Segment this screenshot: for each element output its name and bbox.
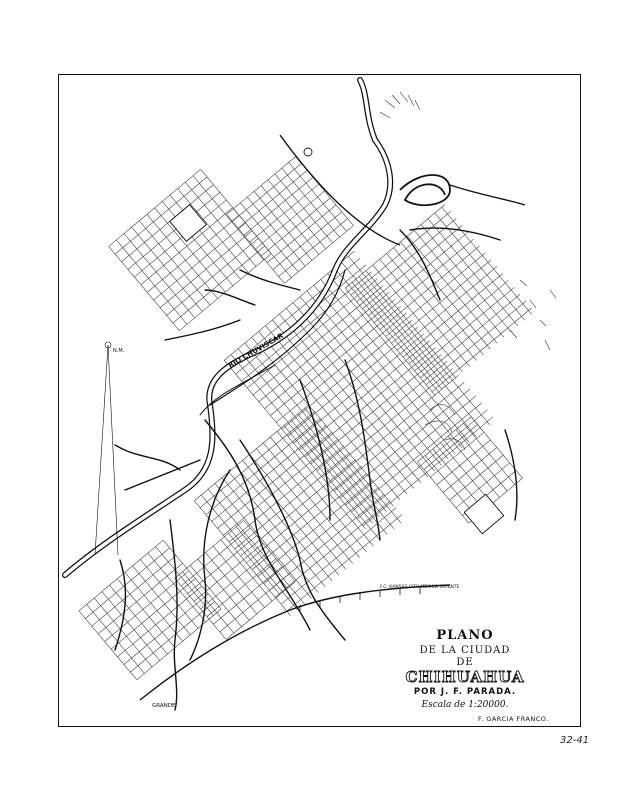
title-plano: PLANO [436, 628, 494, 643]
north-arrow-label: N.M. [113, 348, 125, 354]
catalog-number: 32-41 [560, 735, 590, 746]
street-block-grid [175, 520, 295, 639]
hill-hatching [380, 92, 556, 450]
street-block-grid [109, 169, 272, 330]
title-author: POR J. F. PARADA. [413, 687, 517, 697]
title-de-la-ciudad: DE LA CIUDAD [419, 645, 511, 656]
title-de: DE [456, 657, 474, 668]
railway-label: F.C. KANSAS CITY MEXICO ORIENTE [380, 585, 460, 590]
grande-label: GRANDE [152, 703, 176, 709]
river-chuviscar [65, 80, 390, 575]
title-cartouche [390, 628, 540, 710]
river-label: RIO CHUVISCAR [227, 331, 285, 370]
engraver-credit: F. GARCIA FRANCO. [478, 715, 549, 723]
street-grid [79, 157, 535, 680]
title-scale: Escala de 1:20000. [421, 700, 509, 710]
street-block-grid [194, 404, 405, 615]
title-city: CHIHUAHUA [405, 668, 525, 686]
